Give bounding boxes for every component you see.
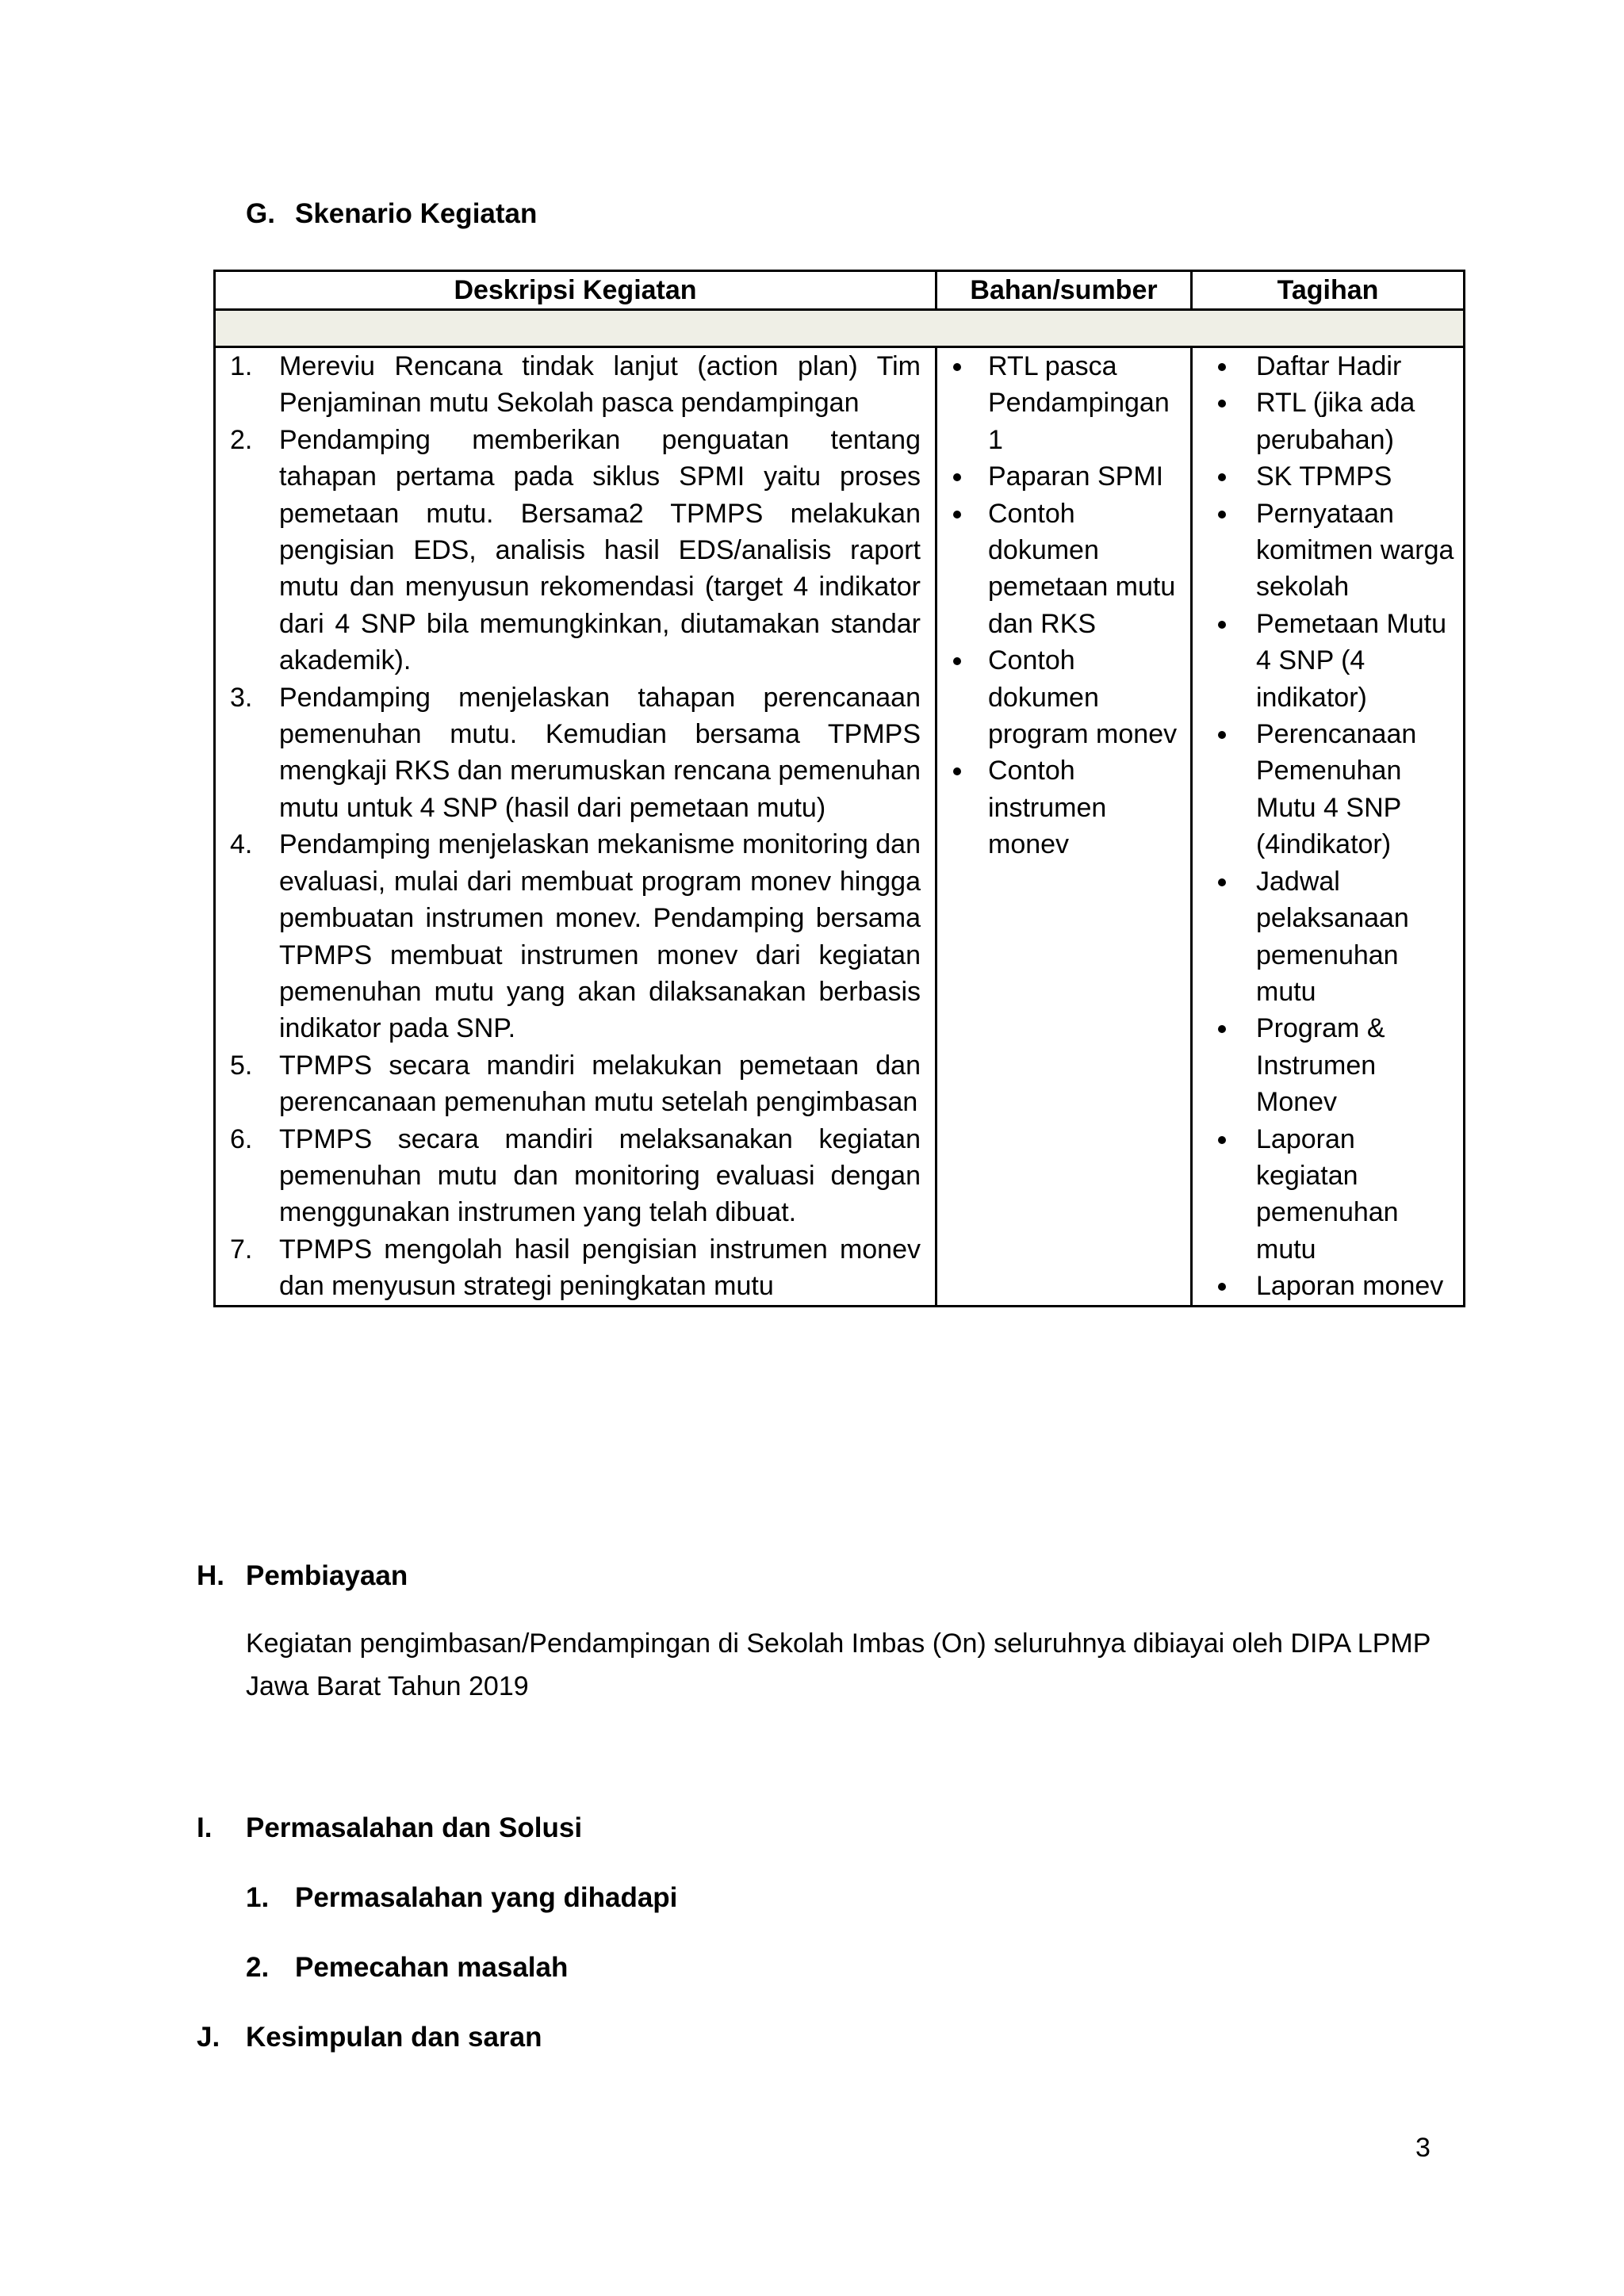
bahan-item (950, 642, 1185, 752)
tagihan-item (1207, 606, 1457, 716)
tagihan-text: Program & Instrumen Monev (1256, 1013, 1385, 1118)
tagihan-item (1207, 1268, 1457, 1304)
bahan-item (950, 348, 1185, 458)
bahan-item (950, 458, 1185, 495)
step-item (230, 348, 921, 422)
step-number: 5. (230, 1050, 253, 1081)
tagihan-item (1207, 348, 1457, 385)
tagihan-text: Jadwal pelaksanaan pemenuhan mutu (1256, 866, 1409, 1007)
step-text: Pendamping menjelaskan mekanisme monitoring dan evaluasi, mulai dari membuat program monev hingga pembuatan instrumen monev. Pendamping bersama TPMPS membuat instrumen monev dari kegiatan pemenuhan mutu yang akan dilaksanakan berbasis indikator pada SNP. (279, 829, 921, 1044)
step-text: TPMPS mengolah hasil pengisian instrumen monev dan menyusun strategi peningkatan mutu (279, 1234, 921, 1302)
tagihan-list (1207, 348, 1457, 1305)
bahan-text: Contoh instrumen monev (988, 756, 1107, 860)
section-h-paragraph: Kegiatan pengimbasan/Pendampingan di Sekolah Imbas (On) seluruhnya dibiayai oleh DIPA LPMP Jawa Barat Tahun 2019 (246, 1628, 1431, 1701)
section-j-heading (197, 2022, 542, 2053)
step-item (230, 422, 921, 679)
table-body-row (215, 347, 1465, 1307)
bahan-item (950, 752, 1185, 863)
step-number: 4. (230, 829, 253, 860)
tagihan-text: Pemetaan Mutu 4 SNP (4 indikator) (1256, 608, 1447, 713)
tagihan-text: Laporan monev (1256, 1271, 1444, 1302)
subsection-1-heading (246, 1882, 677, 1914)
tagihan-text: Daftar Hadir (1256, 351, 1402, 381)
table-header-row (215, 271, 1465, 310)
step-number: 1. (230, 351, 253, 381)
tagihan-text: Laporan kegiatan pemenuhan mutu (1256, 1123, 1399, 1265)
step-item (230, 1121, 921, 1231)
step-text: TPMPS secara mandiri melakukan pemetaan dan perencanaan pemenuhan mutu setelah pengimbasan (279, 1050, 921, 1118)
subsection-1-title: Permasalahan yang dihadapi (295, 1882, 678, 1913)
step-item (230, 679, 921, 827)
section-h-heading (197, 1560, 408, 1592)
header-bahan: Bahan/sumber (936, 271, 1192, 310)
subsection-2-heading (246, 1952, 568, 1984)
tagihan-item (1207, 458, 1457, 495)
section-j-title: Kesimpulan dan saran (246, 2022, 542, 2053)
section-i-heading (197, 1812, 582, 1844)
section-g-letter: G. (246, 198, 275, 229)
section-h-letter: H. (197, 1560, 224, 1591)
header-deskripsi: Deskripsi Kegiatan (215, 271, 936, 310)
bahan-cell (936, 347, 1192, 1307)
step-number: 6. (230, 1123, 253, 1154)
step-item (230, 1231, 921, 1305)
tagihan-item (1207, 716, 1457, 863)
bahan-list (950, 348, 1185, 863)
tagihan-item (1207, 385, 1457, 458)
step-number: 2. (230, 424, 253, 455)
section-g-heading (246, 198, 537, 230)
section-j-letter: J. (197, 2022, 220, 2053)
steps-list (230, 348, 921, 1305)
tagihan-text: Perencanaan Pemenuhan Mutu 4 SNP (4indikator) (1256, 719, 1417, 860)
subsection-1-number: 1. (246, 1882, 270, 1913)
step-text: Pendamping memberikan penguatan tentang tahapan pertama pada siklus SPMI yaitu proses pemetaan mutu. Bersama2 TPMPS melakukan pengisian EDS, analisis hasil EDS/analisis raport mutu dan menyusun rekomendasi (target 4 indikator dari 4 SNP bila memungkinkan, diutamakan standar akademik). (279, 424, 921, 676)
step-text: Mereviu Rencana tindak lanjut (action plan) Tim Penjaminan mutu Sekolah pasca pendampingan (279, 351, 921, 419)
step-text: Pendamping menjelaskan tahapan perencanaan pemenuhan mutu. Kemudian bersama TPMPS mengkaji RKS dan merumuskan rencana pemenuhan mutu untuk 4 SNP (hasil dari pemetaan mutu) (279, 682, 921, 823)
shaded-cell (215, 310, 1465, 347)
bahan-text: RTL pasca Pendampingan 1 (988, 351, 1170, 455)
step-item (230, 826, 921, 1047)
tagihan-cell (1192, 347, 1465, 1307)
tagihan-item (1207, 1121, 1457, 1269)
tagihan-text: Pernyataan komitmen warga sekolah (1256, 498, 1454, 603)
bahan-text: Paparan SPMI (988, 461, 1164, 492)
section-i-title: Permasalahan dan Solusi (246, 1812, 583, 1843)
section-i-letter: I. (197, 1812, 213, 1843)
bahan-text: Contoh dokumen program monev (988, 645, 1178, 750)
bahan-text: Contoh dokumen pemetaan mutu dan RKS (988, 498, 1176, 639)
scenario-table (213, 270, 1465, 1307)
step-number: 3. (230, 682, 253, 713)
tagihan-text: RTL (jika ada perubahan) (1256, 388, 1415, 455)
deskripsi-cell (215, 347, 936, 1307)
section-h-title: Pembiayaan (246, 1560, 408, 1591)
step-text: TPMPS secara mandiri melaksanakan kegiatan pemenuhan mutu dan monitoring evaluasi dengan menggunakan instrumen yang telah dibuat. (279, 1123, 921, 1228)
subsection-2-number: 2. (246, 1952, 270, 1983)
header-tagihan: Tagihan (1192, 271, 1465, 310)
step-number: 7. (230, 1234, 253, 1265)
tagihan-item (1207, 863, 1457, 1011)
tagihan-text: SK TPMPS (1256, 461, 1392, 492)
step-item (230, 1047, 921, 1121)
tagihan-item (1207, 1010, 1457, 1120)
table-shaded-row (215, 310, 1465, 347)
tagihan-item (1207, 496, 1457, 606)
section-g-title: Skenario Kegiatan (295, 198, 538, 229)
bahan-item (950, 496, 1185, 643)
page-number: 3 (1415, 2133, 1431, 2163)
subsection-2-title: Pemecahan masalah (295, 1952, 569, 1983)
